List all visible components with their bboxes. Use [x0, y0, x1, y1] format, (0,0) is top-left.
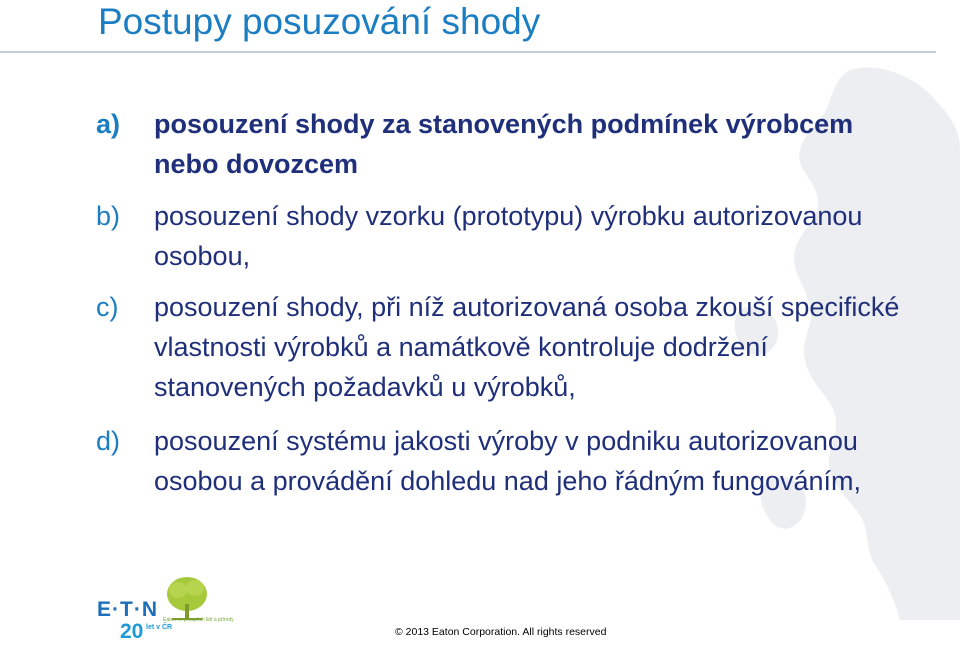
list-item-text: posouzení shody za stanovených podmínek výrobcem nebo dovozcem [154, 109, 854, 179]
eaton-logo: E·T·N [97, 598, 158, 621]
anniversary-subtitle: let v ČR [146, 624, 173, 631]
list-item-text: posouzení shody vzorku (prototypu) výrobku autorizovanou osobou, [154, 201, 863, 271]
list-item-text: posouzení shody, při níž autorizovaná osoba zkouší specifické vlastnosti výrobků a namátkově kontroluje dodržení stanovených požadavků u výrobků, [154, 292, 900, 402]
list-item-label: c) [96, 292, 119, 322]
tree-caption: Eaton ve prospěch lidí a přírody [163, 617, 234, 623]
list-item-label: d) [96, 426, 121, 456]
copyright-footer: © 2013 Eaton Corporation. All rights reserved [395, 626, 607, 638]
list-item-label: a) [96, 109, 121, 139]
list-item-label: b) [96, 201, 121, 231]
list-item-text: posouzení systému jakosti výroby v podniku autorizovanou osobou a provádění dohledu nad jeho řádným fungováním, [154, 426, 862, 496]
anniversary-number: 20 [120, 620, 144, 643]
title-divider [0, 51, 936, 53]
slide-title: Postupy posuzování shody [98, 1, 541, 42]
